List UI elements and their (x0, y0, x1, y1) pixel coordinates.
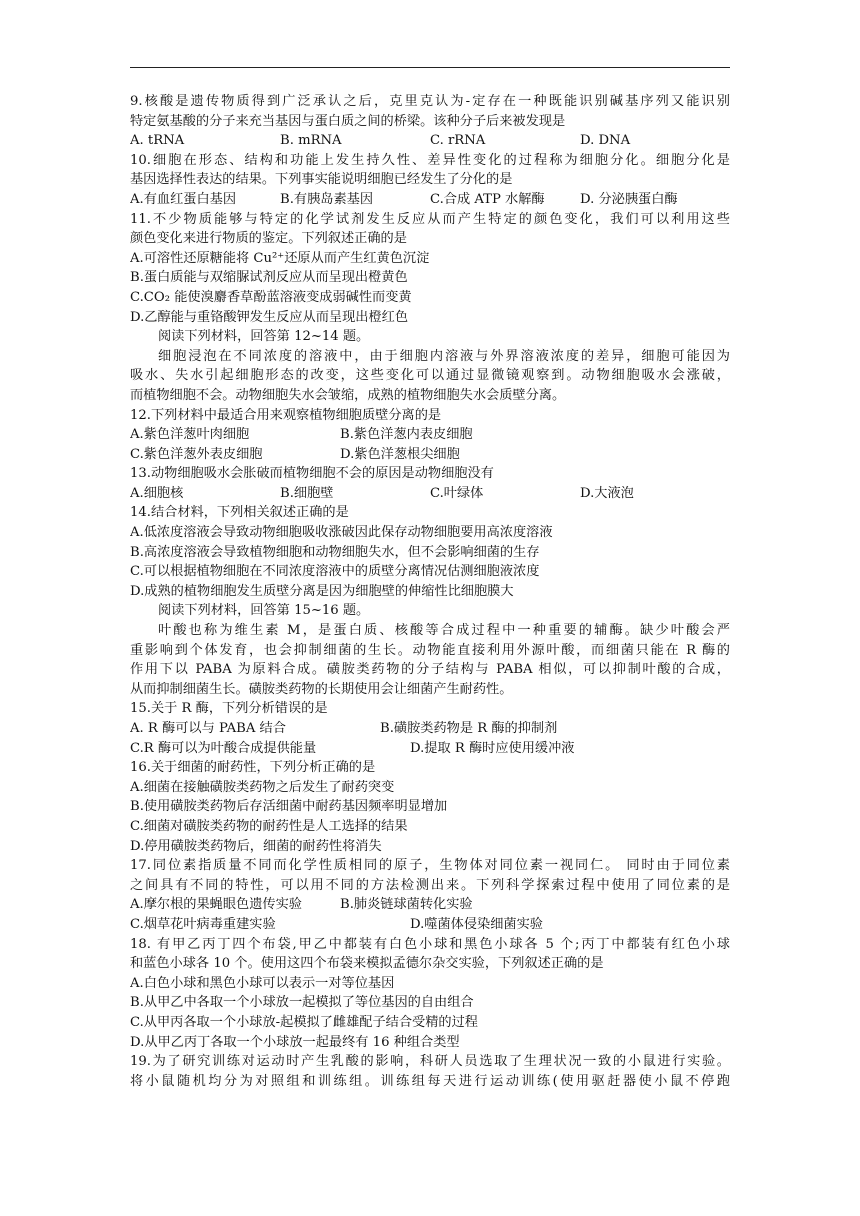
q13-option-b: B.细胞壁 (280, 485, 334, 501)
q15-option-d: D.提取 R 酶时应使用缓冲液 (410, 740, 575, 756)
q10-option-d: D. 分泌胰蛋白酶 (580, 191, 678, 207)
q11-option-c: C.CO₂ 能使溴麝香草酚蓝溶液变成弱碱性而变黄 (130, 289, 412, 305)
q9-option-a: A. tRNA (130, 133, 185, 149)
q19-stem-line-2: 将小鼠随机均分为对照组和训练组。训练组每天进行运动训练(使用驱赶器使小鼠不停跑 (130, 1073, 730, 1089)
q18-stem-line-1: 18. 有甲乙丙丁四个布袋,甲乙中都装有白色小球和黑色小球各 5 个;丙丁中都装有红色小球 (130, 936, 730, 952)
q12-option-d: D.紫色洋葱根尖细胞 (340, 446, 460, 462)
q12-option-c: C.紫色洋葱外表皮细胞 (130, 446, 263, 462)
q15-option-c: C.R 酶可以为叶酸合成提供能量 (130, 740, 317, 756)
q18-stem-line-2: 和蓝色小球各 10 个。使用这四个布袋来模拟孟德尔杂交实验，下列叙述正确的是 (130, 956, 604, 972)
passage2-line-2: 重影响到个体发育，也会抑制细菌的生长。动物能直接利用外源叶酸，而细菌只能在 R 酶的 (130, 642, 730, 658)
q9-options (130, 131, 730, 151)
q10-stem-line-2: 基因选择性表达的结果。下列事实能说明细胞已经发生了分化的是 (130, 172, 513, 188)
q17-option-c: C.烟草花叶病毒重建实验 (130, 916, 276, 932)
passage1-line-1: 细胞浸泡在不同浓度的溶液中，由于细胞内溶液与外界溶液浓度的差异，细胞可能因为 (158, 348, 730, 364)
q9-option-b: B. mRNA (280, 133, 342, 149)
q12-option-b: B.紫色洋葱内表皮细胞 (340, 427, 473, 443)
q16-option-b: B.使用磺胺类药物后存活细菌中耐药基因频率明显增加 (130, 799, 448, 815)
q16-option-c: C.细菌对磺胺类药物的耐药性是人工选择的结果 (130, 818, 408, 834)
q12-option-a: A.紫色洋葱叶肉细胞 (130, 427, 250, 443)
q10-option-b: B.有胰岛素基因 (280, 191, 374, 207)
passage2-line-4: 从而抑制细菌生长。磺胺类药物的长期使用会让细菌产生耐药性。 (130, 681, 513, 697)
q17-options-row-1 (130, 895, 730, 915)
q14-option-d: D.成熟的植物细胞发生质壁分离是因为细胞壁的伸缩性比细胞膜大 (130, 583, 514, 599)
q16-stem: 16.关于细菌的耐药性，下列分析正确的是 (130, 760, 376, 776)
q17-stem-line-2: 之间具有不同的特性，可以用不同的方法检测出来。下列科学探索过程中使用了同位素的是 (130, 877, 730, 893)
passage1-line-2: 吸水、失水引起细胞形态的改变，这些变化可以通过显微镜观察到。动物细胞吸水会涨破， (130, 368, 730, 384)
q12-options-row-2 (130, 445, 730, 465)
q15-option-b: B.磺胺类药物是 R 酶的抑制剂 (380, 721, 558, 736)
passage1-line-3: 而植物细胞不会。动物细胞失水会皱缩，成熟的植物细胞失水会质壁分离。 (130, 387, 566, 403)
q13-stem: 13.动物细胞吸水会胀破而植物细胞不会的原因是动物细胞没有 (130, 466, 494, 482)
q18-option-d: D.从甲乙丙丁各取一个小球放一起最终有 16 种组合类型 (130, 1034, 460, 1050)
q10-option-c: C.合成 ATP 水解酶 (430, 191, 545, 207)
q11-stem-line-1: 11.不少物质能够与特定的化学试剂发生反应从而产生特定的颜色变化，我们可以利用这些 (130, 211, 730, 227)
q17-option-d: D.噬菌体侵染细菌实验 (410, 916, 543, 932)
q11-option-d: D.乙醇能与重铬酸钾发生反应从而呈现出橙红色 (130, 309, 409, 325)
q17-stem-line-1: 17.同位素指质量不同而化学性质相同的原子，生物体对同位素一视同仁。 同时由于同位素 (130, 858, 730, 874)
q16-option-a: A.细菌在接触磺胺类药物之后发生了耐药突变 (130, 779, 395, 795)
q17-options-row-2 (130, 915, 730, 935)
q13-options (130, 484, 730, 504)
q18-option-c: C.从甲丙各取一个小球放-起模拟了雌雄配子结合受精的过程 (130, 1014, 478, 1030)
passage2-intro: 阅读下列材料，回答第 15~16 题。 (158, 603, 370, 619)
q10-options (130, 190, 730, 210)
q17-option-b: B.肺炎链球菌转化实验 (340, 897, 473, 913)
q11-stem-line-2: 颜色变化来进行物质的鉴定。下列叙述正确的是 (130, 231, 407, 247)
q19-stem-line-1: 19.为了研究训练对运动时产生乳酸的影响，科研人员选取了生理状况一致的小鼠进行实验。 (130, 1054, 730, 1070)
q14-stem: 14.结合材料，下列相关叙述正确的是 (130, 505, 349, 521)
q14-option-c: C.可以根据植物细胞在不同浓度溶液中的质壁分离情况估测细胞液浓度 (130, 564, 540, 580)
q17-option-a: A.摩尔根的果蝇眼色遗传实验 (130, 897, 302, 913)
q10-option-a: A.有血红蛋白基因 (130, 191, 237, 207)
q15-options-row-2 (130, 739, 730, 759)
q9-stem-line-1: 9.核酸是遗传物质得到广泛承认之后，克里克认为-定存在一种既能识别碱基序列又能识别 (130, 94, 730, 109)
q9-option-c: C. rRNA (430, 133, 486, 149)
q16-option-d: D.停用磺胺类药物后，细菌的耐药性将消失 (130, 838, 382, 854)
q14-option-b: B.高浓度溶液会导致植物细胞和动物细胞失水，但不会影响细菌的生存 (130, 544, 540, 560)
q15-option-a: A. R 酶可以与 PABA 结合 (130, 721, 286, 736)
q14-option-a: A.低浓度溶液会导致动物细胞吸收涨破因此保存动物细胞要用高浓度溶液 (130, 525, 553, 541)
q11-option-a: A.可溶性还原糖能将 Cu²⁺还原从而产生红黄色沉淀 (130, 250, 430, 266)
passage2-line-3: 作用下以 PABA 为原料合成。磺胺类药物的分子结构与 PABA 相似，可以抑制叶酸的合成， (130, 662, 730, 678)
passage1-intro: 阅读下列材料，回答第 12~14 题。 (158, 329, 370, 345)
q15-options-row-1 (130, 719, 730, 739)
q10-stem-line-1: 10.细胞在形态、结构和功能上发生持久性、差异性变化的过程称为细胞分化。细胞分化是 (130, 152, 730, 168)
header-rule (130, 67, 730, 68)
q18-option-b: B.从甲乙中各取一个小球放一起模拟了等位基因的自由组合 (130, 995, 474, 1011)
q18-option-a: A.白色小球和黑色小球可以表示一对等位基因 (130, 975, 395, 991)
q13-option-a: A.细胞核 (130, 485, 184, 501)
q12-stem: 12.下列材料中最适合用来观察植物细胞质壁分离的是 (130, 407, 442, 423)
q12-options-row-1 (130, 425, 730, 445)
q13-option-d: D.大液泡 (580, 485, 634, 501)
q13-option-c: C.叶绿体 (430, 485, 484, 501)
q9-stem-line-2: 特定氨基酸的分子来充当基因与蛋白质之间的桥梁。该种分子后来被发现是 (130, 113, 566, 129)
q9-option-d: D. DNA (580, 133, 631, 149)
q15-stem: 15.关于 R 酶，下列分析错误的是 (130, 701, 328, 717)
q11-option-b: B.蛋白质能与双缩脲试剂反应从而呈现出橙黄色 (130, 270, 408, 286)
passage2-line-1: 叶酸也称为维生素 M，是蛋白质、核酸等合成过程中一种重要的辅酶。缺少叶酸会严 (158, 623, 730, 639)
question-content (130, 92, 730, 1091)
